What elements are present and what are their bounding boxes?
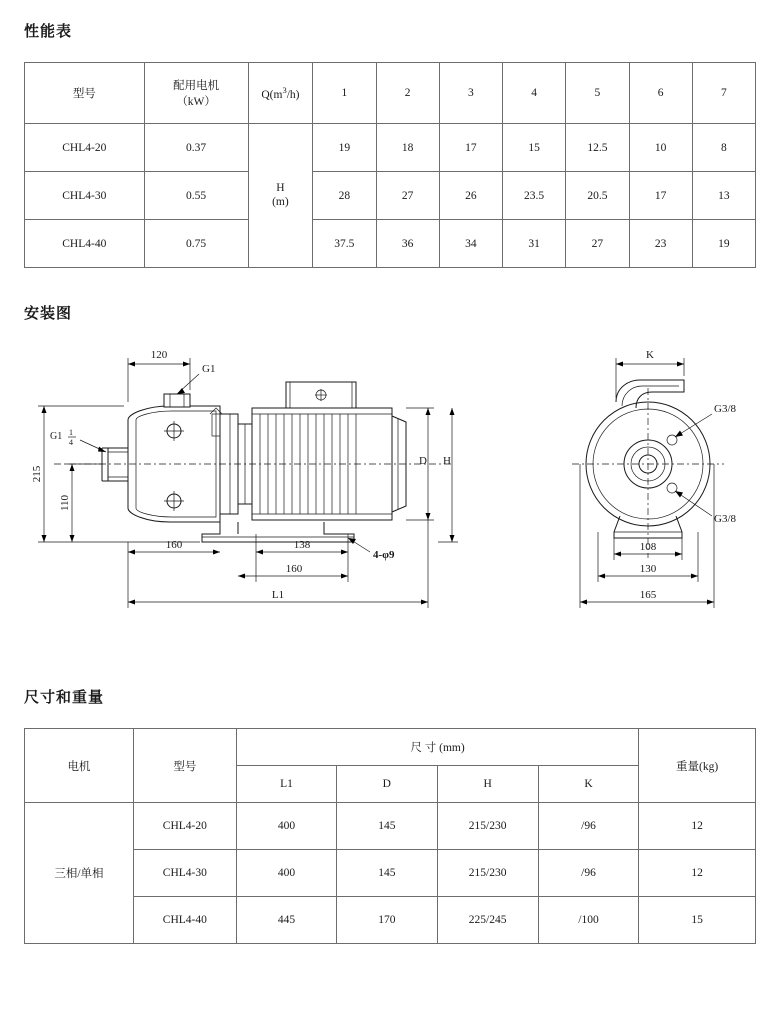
- cell-motor: 0.75: [144, 220, 248, 268]
- head-unit: (m): [272, 195, 289, 208]
- table-row: [25, 124, 756, 172]
- header-weight: 重量(kg): [639, 729, 756, 803]
- arrow-215-bottom: [42, 535, 47, 542]
- header-model: 型号: [133, 729, 236, 803]
- cell-head-value: 26: [439, 172, 502, 220]
- header-flow-4: 4: [502, 63, 565, 124]
- arrow-110-top: [70, 464, 75, 471]
- cell-head-value: 8: [692, 124, 755, 172]
- header-size-d: D: [337, 766, 437, 803]
- cell-motor: 0.37: [144, 124, 248, 172]
- header-flow-5: 5: [566, 63, 629, 124]
- cell-model: CHL4-30: [25, 172, 145, 220]
- cell-head-value: 36: [376, 220, 439, 268]
- cell-model: CHL4-30: [133, 850, 236, 897]
- arrow-130-right: [691, 574, 698, 579]
- cell-head-value: 13: [692, 172, 755, 220]
- label-g1-quarter-den: 4: [69, 438, 73, 447]
- leader-holes-arrow: [348, 538, 356, 544]
- dim-label-D: D: [419, 455, 427, 467]
- cell-head-value: 15: [502, 124, 565, 172]
- page-title-performance: 性能表: [24, 23, 73, 40]
- arrow-165-right: [707, 600, 714, 605]
- arrow-120-right: [183, 362, 190, 367]
- arrow-215-top: [42, 406, 47, 413]
- page-title-installation: 安装图: [24, 305, 73, 322]
- header-flow-3: 3: [439, 63, 502, 124]
- dim-label-110: 110: [59, 494, 71, 512]
- arrow-160m-left: [238, 574, 245, 579]
- cell-model: CHL4-20: [133, 803, 236, 850]
- cell-h: 215/230: [437, 803, 538, 850]
- cell-head-value: 19: [692, 220, 755, 268]
- cell-head-value: 23.5: [502, 172, 565, 220]
- label-g1: G1: [202, 363, 216, 375]
- cell-head-value: 10: [629, 124, 692, 172]
- cell-head-value: 18: [376, 124, 439, 172]
- cell-weight: 12: [639, 803, 756, 850]
- side-view: [31, 349, 458, 608]
- cell-head-value: 31: [502, 220, 565, 268]
- header-motor-line1: 配用电机: [173, 80, 220, 92]
- header-flow-tail: /h): [286, 88, 300, 101]
- header-motor-line2: （kW）: [176, 96, 216, 108]
- cell-k: /96: [538, 850, 639, 897]
- cell-motor: 0.55: [144, 172, 248, 220]
- dim-label-215: 215: [31, 465, 43, 483]
- arrow-K-right: [677, 362, 684, 367]
- label-hole-count: 4-φ9: [373, 549, 395, 561]
- arrow-108-left: [614, 552, 621, 557]
- installation-drawing: [24, 336, 756, 636]
- dim-label-165: 165: [639, 589, 657, 601]
- cell-d: 170: [337, 897, 437, 944]
- dim-label-130: 130: [639, 563, 657, 575]
- arrow-H-top: [450, 408, 455, 415]
- discharge-flange: [164, 394, 190, 407]
- cell-model: CHL4-40: [25, 220, 145, 268]
- cell-h: 215/230: [437, 850, 538, 897]
- arrow-160m-right: [341, 574, 348, 579]
- arrow-L1-right: [421, 600, 428, 605]
- arrow-130-left: [598, 574, 605, 579]
- header-flow-text: Q(m: [261, 88, 283, 101]
- leader-g38-bottom-arrow: [675, 491, 683, 498]
- cell-head-value: 27: [566, 220, 629, 268]
- cell-head-value: 27: [376, 172, 439, 220]
- dim-label-138: 138: [293, 539, 311, 551]
- header-motor: [144, 63, 248, 124]
- cell-model: CHL4-20: [25, 124, 145, 172]
- leader-g38-top-arrow: [675, 431, 683, 438]
- dimension-weight-table: [24, 728, 756, 944]
- front-view: [572, 349, 737, 608]
- arrow-108-right: [675, 552, 682, 557]
- cell-weight: 15: [639, 897, 756, 944]
- arrow-K-left: [616, 362, 623, 367]
- label-g1-quarter-num: 1: [69, 428, 73, 437]
- cell-head-value: 34: [439, 220, 502, 268]
- cell-head-unit: [248, 124, 313, 268]
- table-header-row: [25, 63, 756, 124]
- arrow-160l-right: [213, 550, 220, 555]
- header-size-h: H: [437, 766, 538, 803]
- base-plate: [202, 522, 354, 542]
- head-symbol: H: [276, 182, 285, 195]
- dim-label-120: 120: [150, 349, 168, 361]
- header-flow-7: 7: [692, 63, 755, 124]
- page-title-dimensions: 尺寸和重量: [24, 689, 105, 706]
- cell-head-value: 37.5: [313, 220, 376, 268]
- cell-head-value: 28: [313, 172, 376, 220]
- table-row: [25, 220, 756, 268]
- header-flow-1: 1: [313, 63, 376, 124]
- cell-head-value: 23: [629, 220, 692, 268]
- table-row: [25, 897, 756, 944]
- cell-head-value: 19: [313, 124, 376, 172]
- cell-k: /96: [538, 803, 639, 850]
- cell-d: 145: [337, 850, 437, 897]
- table-header-row-1: [25, 729, 756, 766]
- header-model: 型号: [25, 63, 145, 124]
- leader-g1-quarter-arrow: [98, 447, 106, 453]
- cell-l1: 445: [236, 897, 336, 944]
- cell-k: /100: [538, 897, 639, 944]
- arrow-D-top: [426, 408, 431, 415]
- header-size-group: 尺 寸 (mm): [236, 729, 638, 766]
- leader-g1-arrow: [177, 388, 185, 394]
- header-size-l1: L1: [236, 766, 336, 803]
- dim-label-108: 108: [639, 541, 657, 553]
- header-flow-2: 2: [376, 63, 439, 124]
- dim-label-K: K: [646, 349, 654, 361]
- arrow-L1-left: [128, 600, 135, 605]
- arrow-165-left: [580, 600, 587, 605]
- arrow-138-left: [256, 550, 263, 555]
- discharge-neck-inner: [622, 386, 679, 406]
- cell-head-value: 12.5: [566, 124, 629, 172]
- table-row: [25, 850, 756, 897]
- arrow-110-bottom: [70, 535, 75, 542]
- label-g38-top: G3/8: [714, 403, 736, 415]
- label-g1-quarter: G1: [50, 431, 63, 442]
- arrow-H-bottom: [450, 535, 455, 542]
- dim-label-H: H: [443, 455, 451, 467]
- cell-head-value: 17: [439, 124, 502, 172]
- cell-l1: 400: [236, 850, 336, 897]
- table-row: [25, 172, 756, 220]
- cell-head-value: 20.5: [566, 172, 629, 220]
- cell-motor-type: 三相/单相: [25, 803, 134, 944]
- dim-label-160-left: 160: [165, 539, 183, 551]
- suction-port: [108, 448, 128, 481]
- header-flow-sup: 3: [282, 85, 287, 96]
- cell-weight: 12: [639, 850, 756, 897]
- arrow-D-bottom: [426, 513, 431, 520]
- header-flow: [248, 63, 313, 124]
- performance-table: [24, 62, 756, 268]
- cell-l1: 400: [236, 803, 336, 850]
- cell-h: 225/245: [437, 897, 538, 944]
- cell-model: CHL4-40: [133, 897, 236, 944]
- cell-d: 145: [337, 803, 437, 850]
- arrow-160l-left: [128, 550, 135, 555]
- dim-label-L1: L1: [271, 589, 285, 601]
- table-row: [25, 803, 756, 850]
- header-flow-6: 6: [629, 63, 692, 124]
- header-size-k: K: [538, 766, 639, 803]
- arrow-138-right: [341, 550, 348, 555]
- label-g38-bottom: G3/8: [714, 513, 736, 525]
- header-motor: 电机: [25, 729, 134, 803]
- arrow-120-left: [128, 362, 135, 367]
- cell-head-value: 17: [629, 172, 692, 220]
- dim-label-160-mid: 160: [285, 563, 303, 575]
